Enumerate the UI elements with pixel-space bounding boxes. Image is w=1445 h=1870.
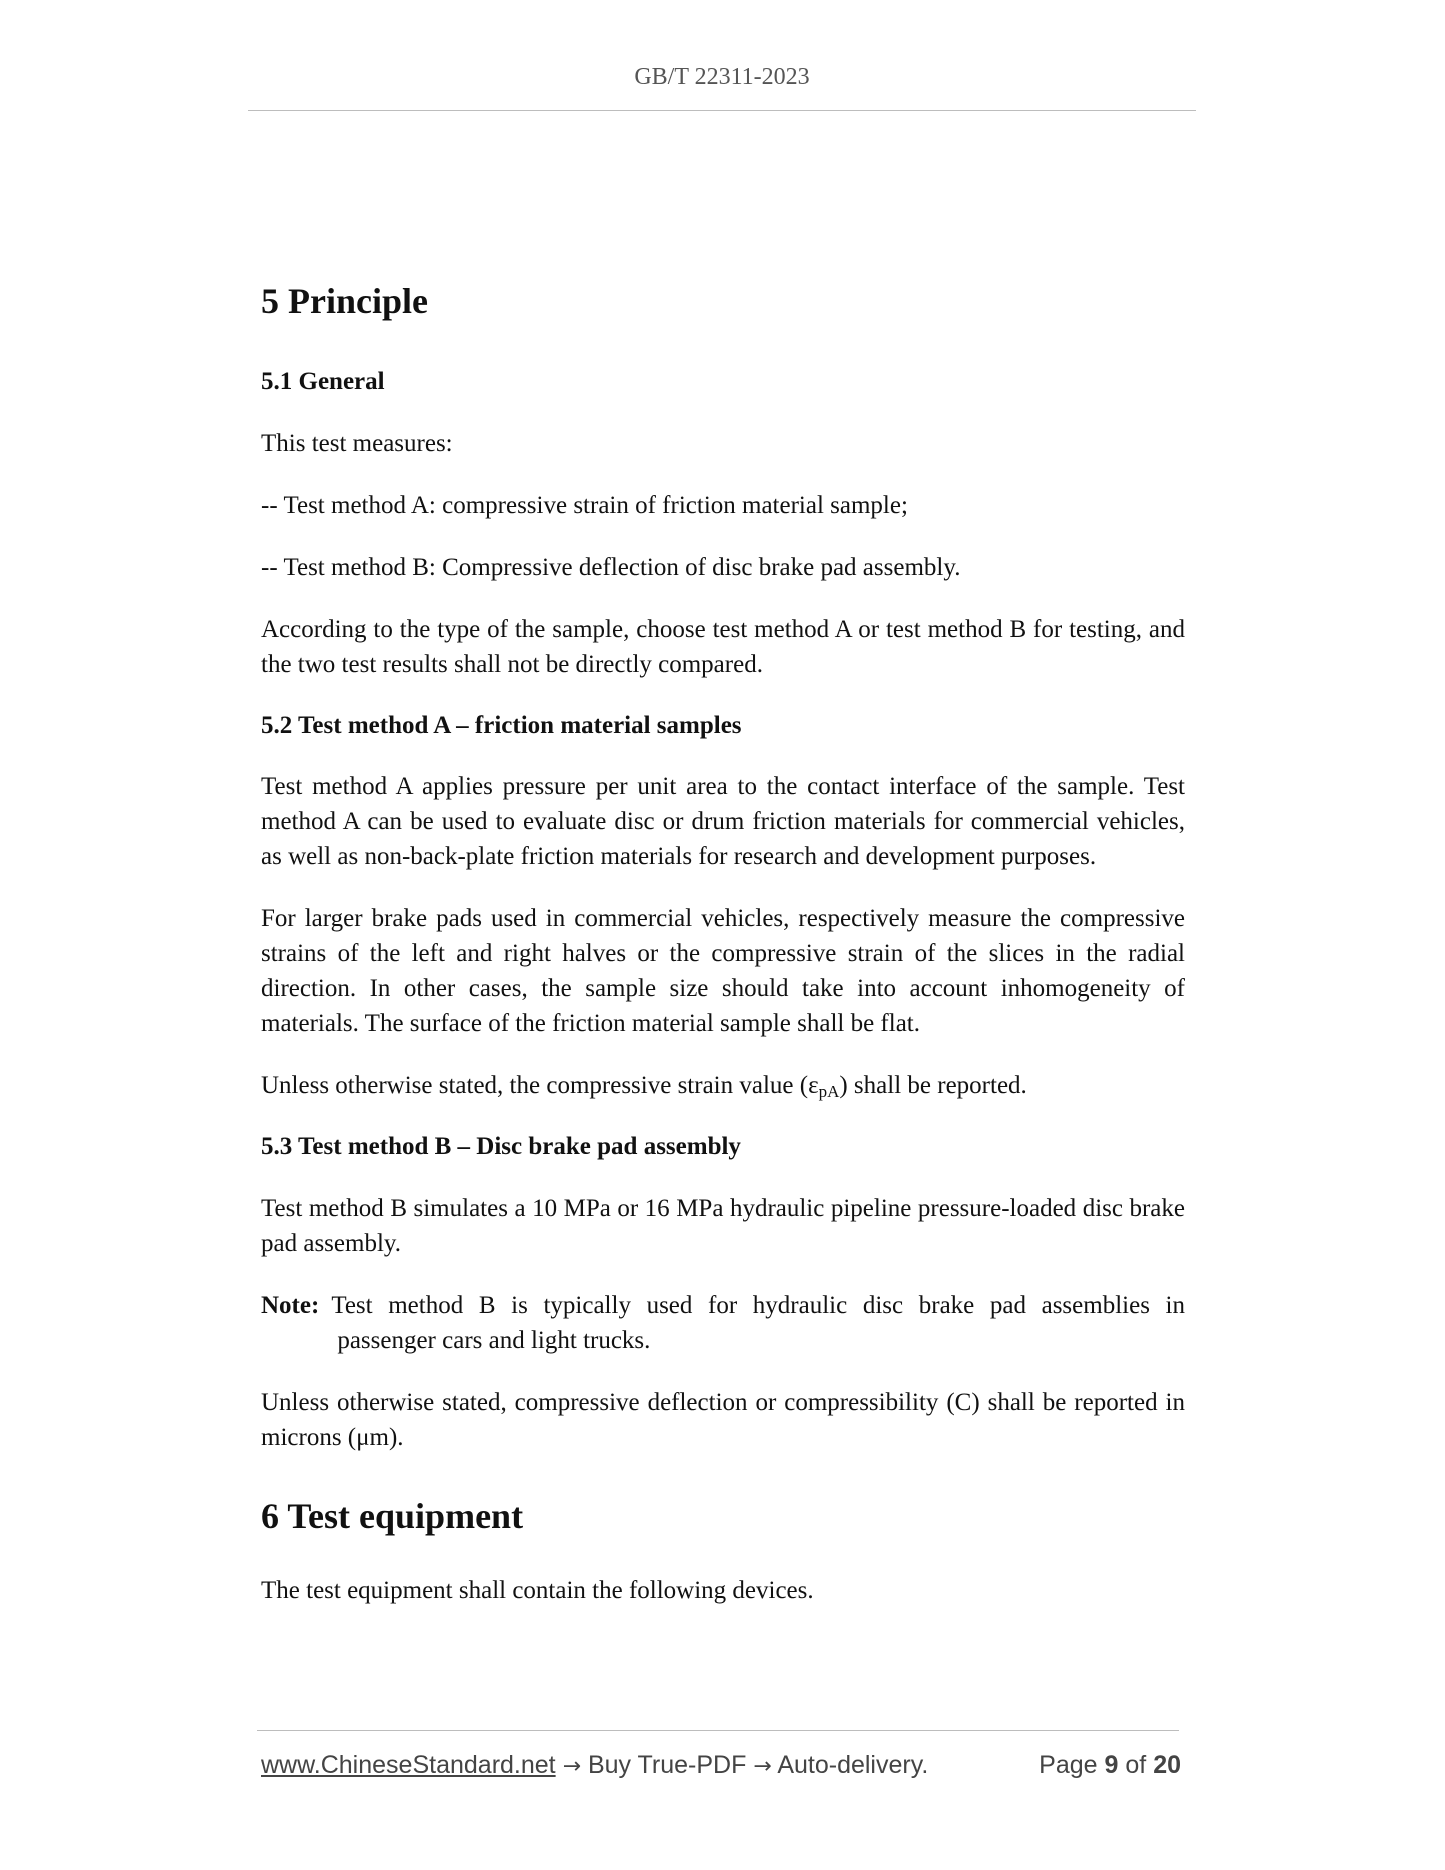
section-5-2-heading: 5.2 Test method A – friction material samples	[261, 711, 742, 739]
strain-text-before: Unless otherwise stated, the compressive strain value (ε	[261, 1072, 819, 1100]
buy-text: Buy True-PDF	[587, 1751, 747, 1779]
of-label: of	[1125, 1751, 1147, 1779]
arrow-right-icon: →	[562, 1754, 582, 1779]
page-label: Page	[1039, 1751, 1098, 1779]
page-footer	[261, 1751, 1181, 1780]
note-text	[331, 1288, 1185, 1358]
section-6-paragraph: The test equipment shall contain the following devices.	[261, 1576, 814, 1604]
section-5-2-paragraph-3	[261, 1068, 1185, 1103]
section-5-1-heading: 5.1 General	[261, 367, 385, 395]
page-number	[1039, 1751, 1181, 1780]
website-link[interactable]: www.ChineseStandard.net	[261, 1751, 556, 1779]
header-divider	[248, 110, 1196, 111]
section-5-1-item-b: -- Test method B: Compressive deflection of disc brake pad assembly.	[261, 553, 961, 581]
delivery-text: Auto-delivery.	[777, 1751, 929, 1779]
section-5-1-paragraph: According to the type of the sample, choose test method A or test method B for testing, and the two test results shall not be directly compared.	[261, 615, 1185, 678]
section-6-heading: 6 Test equipment	[261, 1496, 524, 1537]
section-5-2-paragraph-2: For larger brake pads used in commercial vehicles, respectively measure the compressive strains of the left and right halves or the compressive strain of the slices in the radial direction. In other cases, the sample size should take into account inhomogeneity of materials. The surface of the friction material sample shall be flat.	[261, 905, 1185, 1038]
section-5-3-paragraph-2: Unless otherwise stated, compressive deflection or compressibility (C) shall be reported in microns (μm).	[261, 1389, 1185, 1452]
note-line-1: Test method B is typically used for hydraulic disc brake pad assemblies in	[331, 1292, 1185, 1320]
strain-subscript: pA	[818, 1082, 840, 1102]
section-5-heading: 5 Principle	[261, 281, 428, 321]
note-block	[261, 1288, 1185, 1358]
current-page: 9	[1104, 1751, 1119, 1779]
page-body	[261, 278, 1185, 1608]
section-5-2-paragraph-1: Test method A applies pressure per unit area to the contact interface of the sample. Test method A can be used to evaluate disc or drum friction materials for commercial vehicles, as well as non-back-plate friction materials for research and development purposes.	[261, 773, 1185, 871]
footer-divider	[257, 1730, 1179, 1731]
total-pages: 20	[1153, 1751, 1181, 1779]
section-5-3-paragraph-1: Test method B simulates a 10 MPa or 16 MPa hydraulic pipeline pressure-loaded disc brake pad assembly.	[261, 1195, 1185, 1258]
note-line-2: passenger cars and light trucks.	[337, 1327, 651, 1355]
strain-text-after: ) shall be reported.	[839, 1072, 1027, 1100]
footer-promo	[261, 1751, 928, 1780]
section-5-3-heading: 5.3 Test method B – Disc brake pad assembly	[261, 1133, 741, 1161]
section-5-1-intro: This test measures:	[261, 429, 453, 457]
section-5-1-item-a: -- Test method A: compressive strain of friction material sample;	[261, 491, 908, 519]
note-label: Note:	[261, 1292, 320, 1320]
document-header: GB/T 22311-2023	[634, 64, 810, 90]
arrow-right-icon: →	[753, 1754, 772, 1779]
